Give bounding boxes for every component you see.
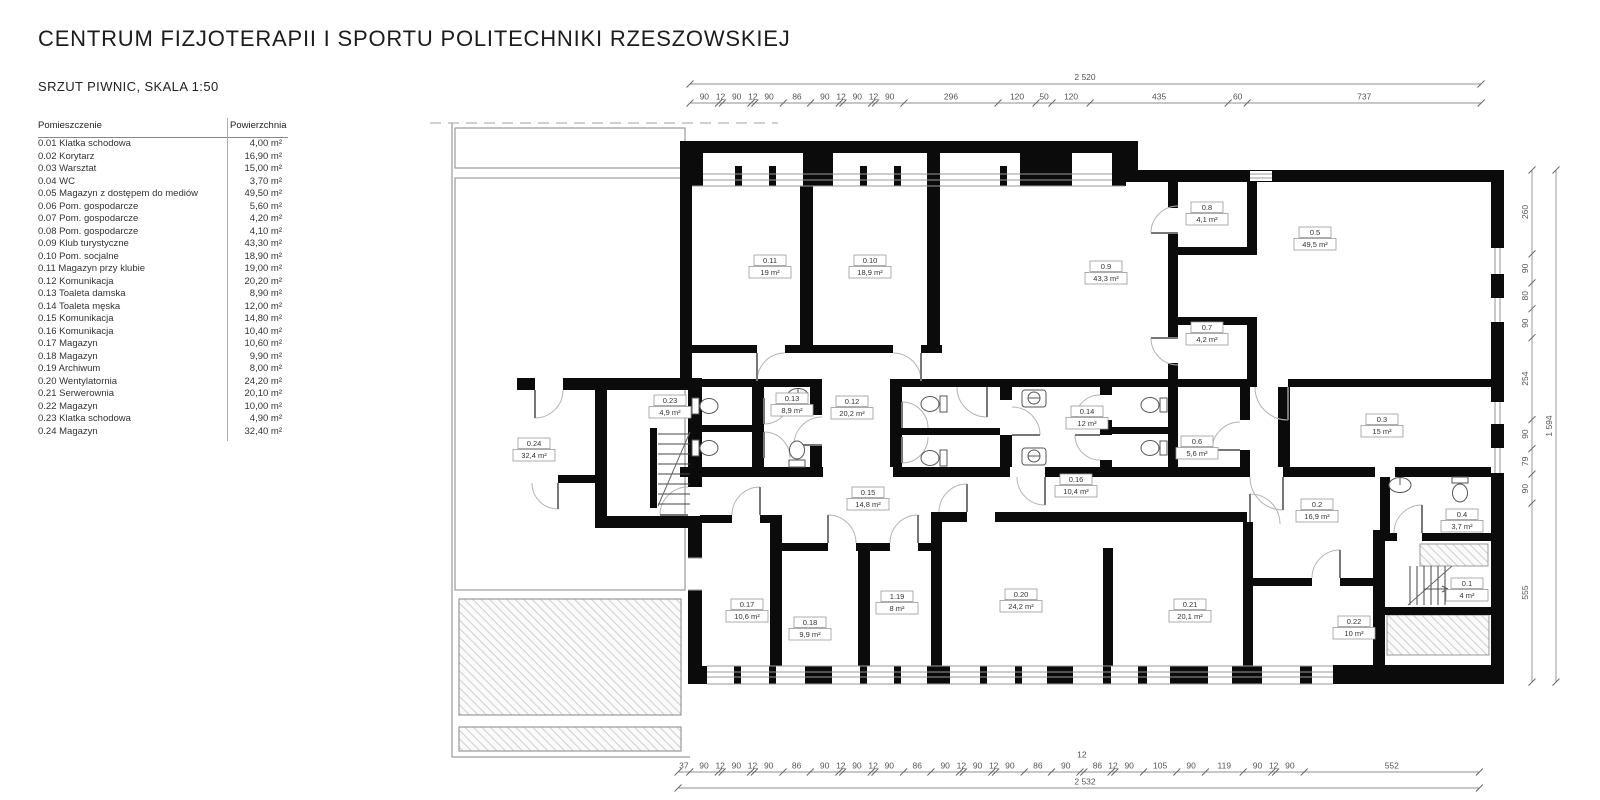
room-area: 4,20 m² bbox=[249, 213, 282, 224]
svg-text:20,2 m²: 20,2 m² bbox=[839, 409, 865, 418]
page-subtitle: SRZUT PIWNIC, SKALA 1:50 bbox=[38, 79, 219, 94]
room-label bbox=[1066, 406, 1108, 429]
table-header-room: Pomieszczenie bbox=[38, 120, 102, 131]
room-label bbox=[847, 487, 889, 510]
svg-text:4,9 m²: 4,9 m² bbox=[659, 408, 681, 417]
svg-text:12: 12 bbox=[868, 760, 878, 771]
hatched-area bbox=[459, 599, 681, 715]
svg-text:90: 90 bbox=[972, 760, 983, 771]
room-name: 0.11 Magazyn przy klubie bbox=[38, 263, 146, 274]
svg-text:90: 90 bbox=[699, 91, 710, 102]
room-area: 9,90 m² bbox=[249, 350, 282, 362]
room-label bbox=[1296, 499, 1338, 522]
svg-text:24,2 m²: 24,2 m² bbox=[1008, 602, 1034, 611]
room-area: 5,60 m² bbox=[249, 200, 282, 212]
svg-text:12: 12 bbox=[988, 760, 999, 771]
room-area: 32,40 m² bbox=[244, 425, 282, 437]
sink-icon bbox=[1022, 448, 1046, 465]
room-name: 0.15 Komunikacja bbox=[38, 313, 114, 324]
svg-text:0.20: 0.20 bbox=[1013, 590, 1029, 599]
toilet-icon bbox=[921, 450, 947, 466]
room-label bbox=[876, 591, 918, 614]
room-area: 10,40 m² bbox=[244, 325, 282, 337]
room-area: 10,00 m² bbox=[244, 400, 282, 412]
svg-text:0.21: 0.21 bbox=[1182, 600, 1198, 609]
svg-text:90: 90 bbox=[731, 760, 742, 771]
svg-text:90: 90 bbox=[1520, 429, 1530, 439]
svg-text:15 m²: 15 m² bbox=[1372, 427, 1392, 436]
room-name: 0.08 Pom. gospodarcze bbox=[38, 225, 139, 237]
svg-text:9,9 m²: 9,9 m² bbox=[799, 630, 821, 639]
svg-text:0.16: 0.16 bbox=[1068, 475, 1084, 484]
svg-text:10,4 m²: 10,4 m² bbox=[1063, 487, 1089, 496]
room-name: 0.18 Magazyn bbox=[38, 350, 98, 362]
svg-text:90: 90 bbox=[940, 760, 950, 771]
svg-text:90: 90 bbox=[1520, 318, 1530, 328]
svg-text:10 m²: 10 m² bbox=[1344, 629, 1364, 638]
room-area: 14,80 m² bbox=[244, 313, 282, 324]
svg-text:12: 12 bbox=[1108, 760, 1118, 771]
svg-text:86: 86 bbox=[1033, 760, 1043, 771]
table-header-area: Powierzchnia bbox=[230, 120, 287, 131]
svg-text:254: 254 bbox=[1520, 371, 1530, 386]
toilet-icon bbox=[692, 398, 718, 414]
room-name: 0.17 Magazyn bbox=[38, 338, 98, 349]
room-area: 19,00 m² bbox=[244, 263, 282, 274]
svg-text:0.5: 0.5 bbox=[1309, 228, 1321, 237]
room-label bbox=[1000, 589, 1042, 612]
svg-text:86: 86 bbox=[1092, 760, 1103, 771]
svg-text:119: 119 bbox=[1217, 760, 1232, 771]
room-area: 4,00 m² bbox=[249, 138, 282, 149]
svg-text:555: 555 bbox=[1520, 585, 1530, 600]
toilet-icon bbox=[921, 396, 947, 412]
stair-arrow-01 bbox=[1424, 586, 1448, 592]
room-name: 0.05 Magazyn z dostępem do mediów bbox=[38, 188, 199, 199]
svg-text:4,1 m²: 4,1 m² bbox=[1196, 215, 1218, 224]
svg-text:49,5 m²: 49,5 m² bbox=[1302, 240, 1328, 249]
room-name: 0.10 Pom. socjalne bbox=[38, 250, 119, 262]
svg-text:0.10: 0.10 bbox=[862, 256, 878, 265]
svg-text:12: 12 bbox=[747, 760, 758, 771]
svg-text:12: 12 bbox=[748, 91, 758, 102]
svg-text:19 m²: 19 m² bbox=[760, 268, 780, 277]
svg-text:1 594: 1 594 bbox=[1544, 415, 1554, 437]
svg-text:90: 90 bbox=[764, 91, 774, 102]
hatched-area bbox=[459, 727, 681, 751]
svg-text:90: 90 bbox=[731, 91, 742, 102]
room-area: 4,10 m² bbox=[249, 225, 282, 237]
svg-text:90: 90 bbox=[1186, 760, 1196, 771]
room-area: 15,00 m² bbox=[244, 163, 282, 174]
svg-text:12 m²: 12 m² bbox=[1077, 419, 1097, 428]
svg-text:18,9 m²: 18,9 m² bbox=[857, 268, 883, 277]
room-label bbox=[649, 395, 691, 418]
svg-text:296: 296 bbox=[943, 91, 959, 102]
room-label bbox=[1446, 578, 1488, 601]
room-area: 43,30 m² bbox=[244, 238, 282, 249]
svg-text:32,4 m²: 32,4 m² bbox=[521, 451, 547, 460]
room-label bbox=[749, 255, 791, 278]
room-area: 10,60 m² bbox=[244, 338, 282, 349]
room-label bbox=[1055, 474, 1097, 497]
svg-text:12: 12 bbox=[868, 91, 879, 102]
svg-text:0.18: 0.18 bbox=[802, 618, 818, 627]
room-name: 0.01 Klatka schodowa bbox=[38, 138, 131, 149]
svg-text:0.15: 0.15 bbox=[860, 488, 876, 497]
svg-text:5,6 m²: 5,6 m² bbox=[1186, 449, 1208, 458]
room-label bbox=[1333, 616, 1375, 639]
svg-text:260: 260 bbox=[1520, 204, 1530, 220]
svg-text:0.7: 0.7 bbox=[1201, 323, 1213, 332]
room-name: 0.04 WC bbox=[38, 175, 75, 187]
svg-text:0.6: 0.6 bbox=[1191, 437, 1203, 446]
svg-text:60: 60 bbox=[1232, 91, 1243, 102]
toilet-icon bbox=[692, 440, 718, 456]
room-label bbox=[1085, 261, 1127, 284]
page-title: CENTRUM FIZJOTERAPII I SPORTU POLITECHNIKI RZESZOWSKIEJ bbox=[38, 26, 791, 51]
svg-text:0.13: 0.13 bbox=[784, 394, 800, 403]
svg-text:80: 80 bbox=[1520, 291, 1530, 301]
room-area: 20,20 m² bbox=[244, 275, 282, 287]
svg-text:12: 12 bbox=[836, 760, 846, 771]
svg-text:12: 12 bbox=[1268, 760, 1279, 771]
room-name: 0.02 Korytarz bbox=[38, 150, 95, 162]
room-label bbox=[1186, 322, 1228, 345]
room-label bbox=[1186, 202, 1228, 225]
svg-text:737: 737 bbox=[1357, 91, 1372, 102]
svg-text:8,9 m²: 8,9 m² bbox=[781, 406, 803, 415]
room-label bbox=[1169, 599, 1211, 622]
room-labels bbox=[513, 202, 1488, 640]
room-name: 0.20 Wentylatornia bbox=[38, 375, 118, 387]
svg-text:0.11: 0.11 bbox=[762, 256, 778, 265]
room-label bbox=[771, 393, 813, 416]
svg-text:2 520: 2 520 bbox=[1074, 72, 1096, 82]
svg-text:0.17: 0.17 bbox=[739, 600, 755, 609]
toilet-icon bbox=[1141, 398, 1167, 413]
room-area: 16,90 m² bbox=[244, 150, 282, 162]
room-name: 0.14 Toaleta męska bbox=[38, 300, 121, 312]
room-name: 0.23 Klatka schodowa bbox=[38, 413, 131, 424]
svg-text:0.22: 0.22 bbox=[1346, 617, 1362, 626]
room-name: 0.21 Serwerownia bbox=[38, 388, 115, 399]
room-label bbox=[1294, 227, 1336, 250]
svg-text:43,3 m²: 43,3 m² bbox=[1093, 274, 1119, 283]
svg-text:90: 90 bbox=[763, 760, 774, 771]
stairs-01 bbox=[1408, 566, 1452, 605]
room-label bbox=[831, 396, 873, 419]
room-label bbox=[1441, 509, 1483, 532]
room-area: 20,10 m² bbox=[244, 388, 282, 399]
room-area: 8,00 m² bbox=[249, 363, 282, 374]
svg-text:2 532: 2 532 bbox=[1074, 776, 1096, 787]
svg-text:90: 90 bbox=[1520, 263, 1530, 274]
room-name: 0.09 Klub turystyczne bbox=[38, 238, 129, 249]
sink-icon bbox=[1022, 390, 1046, 407]
sink-icon bbox=[1389, 478, 1411, 493]
svg-text:12: 12 bbox=[1077, 749, 1087, 760]
room-label bbox=[789, 617, 831, 640]
svg-text:120: 120 bbox=[1009, 91, 1025, 102]
svg-text:14,8 m²: 14,8 m² bbox=[855, 500, 881, 509]
svg-text:90: 90 bbox=[820, 91, 830, 102]
svg-text:12: 12 bbox=[956, 760, 967, 771]
room-area: 8,90 m² bbox=[249, 288, 282, 299]
svg-text:90: 90 bbox=[819, 760, 830, 771]
svg-text:20,1 m²: 20,1 m² bbox=[1177, 612, 1203, 621]
svg-text:37: 37 bbox=[679, 760, 689, 771]
room-name: 0.03 Warsztat bbox=[38, 163, 97, 174]
svg-text:8 m²: 8 m² bbox=[889, 604, 905, 613]
room-area: 18,90 m² bbox=[244, 250, 282, 262]
room-name: 0.24 Magazyn bbox=[38, 425, 98, 437]
svg-text:90: 90 bbox=[699, 760, 709, 771]
room-label bbox=[513, 438, 555, 461]
svg-text:90: 90 bbox=[852, 760, 862, 771]
room-area: 4,90 m² bbox=[249, 413, 282, 424]
svg-text:90: 90 bbox=[1124, 760, 1134, 771]
svg-text:90: 90 bbox=[884, 91, 895, 102]
svg-text:86: 86 bbox=[791, 760, 802, 771]
svg-text:0.8: 0.8 bbox=[1201, 203, 1213, 212]
toilet-icon bbox=[1452, 477, 1468, 502]
svg-text:16,9 m²: 16,9 m² bbox=[1304, 512, 1330, 521]
svg-text:90: 90 bbox=[1005, 760, 1015, 771]
svg-text:0.1: 0.1 bbox=[1461, 579, 1473, 588]
toilet-icon bbox=[789, 441, 805, 467]
svg-text:0.2: 0.2 bbox=[1311, 500, 1323, 509]
room-area: 49,50 m² bbox=[244, 188, 282, 199]
room-area: 24,20 m² bbox=[244, 375, 282, 387]
toilet-icon bbox=[1141, 441, 1167, 456]
room-label bbox=[849, 255, 891, 278]
svg-text:90: 90 bbox=[884, 760, 895, 771]
room-label bbox=[1361, 414, 1403, 437]
room-name: 0.22 Magazyn bbox=[38, 400, 98, 412]
svg-text:4,2 m²: 4,2 m² bbox=[1196, 335, 1218, 344]
svg-text:90: 90 bbox=[1520, 483, 1530, 494]
svg-text:0.12: 0.12 bbox=[844, 397, 860, 406]
svg-text:0.9: 0.9 bbox=[1100, 262, 1112, 271]
svg-text:86: 86 bbox=[912, 760, 922, 771]
svg-text:120: 120 bbox=[1063, 91, 1079, 102]
svg-text:0.24: 0.24 bbox=[526, 439, 542, 448]
svg-text:1.19: 1.19 bbox=[889, 592, 905, 601]
svg-text:105: 105 bbox=[1153, 760, 1168, 771]
svg-text:50: 50 bbox=[1039, 91, 1049, 102]
room-label bbox=[1176, 436, 1218, 459]
room-name: 0.12 Komunikacja bbox=[38, 275, 114, 287]
room-name: 0.13 Toaleta damska bbox=[38, 288, 126, 299]
svg-text:12: 12 bbox=[715, 91, 726, 102]
svg-text:0.23: 0.23 bbox=[662, 396, 678, 405]
room-area: 3,70 m² bbox=[249, 175, 282, 187]
svg-text:0.14: 0.14 bbox=[1079, 407, 1095, 416]
svg-text:552: 552 bbox=[1384, 760, 1399, 771]
svg-text:86: 86 bbox=[792, 91, 802, 102]
svg-text:90: 90 bbox=[1061, 760, 1071, 771]
room-name: 0.06 Pom. gospodarcze bbox=[38, 200, 139, 212]
svg-text:12: 12 bbox=[715, 760, 725, 771]
svg-text:90: 90 bbox=[1285, 760, 1295, 771]
svg-text:3,7 m²: 3,7 m² bbox=[1451, 522, 1473, 531]
svg-text:4 m²: 4 m² bbox=[1459, 591, 1475, 600]
svg-text:435: 435 bbox=[1152, 91, 1167, 102]
svg-text:90: 90 bbox=[1252, 760, 1263, 771]
room-name: 0.16 Komunikacja bbox=[38, 325, 114, 337]
svg-text:0.4: 0.4 bbox=[1456, 510, 1468, 519]
svg-text:90: 90 bbox=[852, 91, 863, 102]
room-name: 0.19 Archiwum bbox=[38, 363, 101, 374]
room-label bbox=[726, 599, 768, 622]
room-name: 0.07 Pom. gospodarcze bbox=[38, 213, 139, 224]
svg-text:10,6 m²: 10,6 m² bbox=[734, 612, 760, 621]
svg-text:79: 79 bbox=[1520, 456, 1530, 467]
room-area: 12,00 m² bbox=[244, 300, 282, 312]
svg-text:0.3: 0.3 bbox=[1376, 415, 1388, 424]
svg-text:12: 12 bbox=[836, 91, 846, 102]
